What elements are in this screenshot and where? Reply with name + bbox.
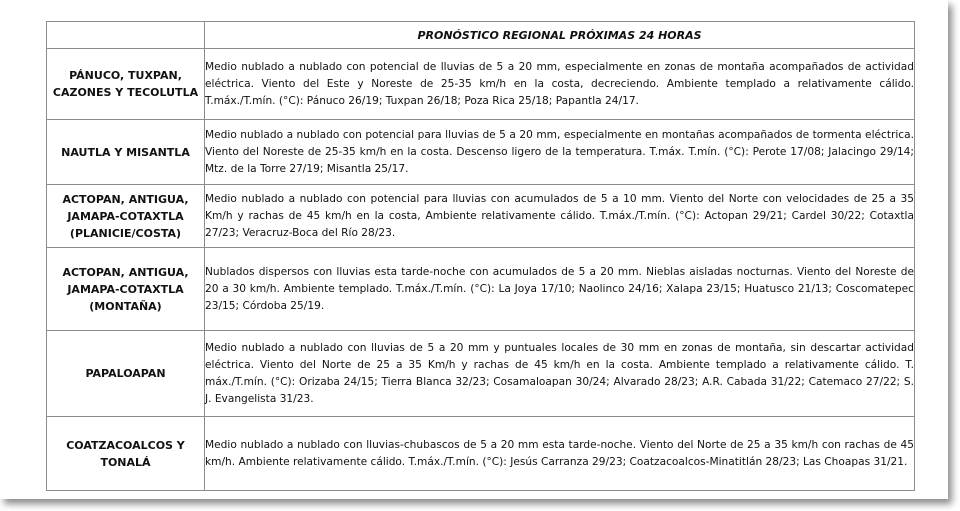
region-name: PAPALOAPAN (47, 331, 205, 417)
forecast-text: Nublados dispersos con lluvias esta tarde-noche con acumulados de 5 a 20 mm. Nieblas aisladas nocturnas. Viento del Noreste de 20 a 30 km/h. Ambiente templado. T.máx./T.mín. (°C): La Joya 17/10; Naolinco 24/16; Xalapa 23/15; Huatusco 21/13; Coscomatepec 23/15; Córdoba 25/19. (205, 248, 915, 331)
forecast-text: Medio nublado a nublado con potencial de lluvias de 5 a 20 mm, especialmente en zonas de montaña acompañados de actividad eléctrica. Viento del Este y Noreste de 25-35 km/h en la costa, decreciendo. Ambiente templado a relativamente cálido. T.máx./T.mín. (°C): Pánuco 26/19; Tuxpan 26/18; Poza Rica 25/18; Papantla 24/17. (205, 49, 915, 120)
table-header-row (47, 22, 915, 49)
table-row (47, 49, 915, 120)
region-name: PÁNUCO, TUXPAN, CAZONES Y TECOLUTLA (47, 49, 205, 120)
table-row (47, 248, 915, 331)
table-row (47, 185, 915, 248)
header-empty-cell (47, 22, 205, 49)
forecast-text: Medio nublado a nublado con potencial para lluvias con acumulados de 5 a 10 mm. Viento del Norte con velocidades de 25 a 35 Km/h y rachas de 45 km/h en la costa, Ambiente relativamente cálido. T.máx./T.mín. (°C): Actopan 29/21; Cardel 30/22; Cotaxtla 27/23; Veracruz-Boca del Río 28/23. (205, 185, 915, 248)
table-title: PRONÓSTICO REGIONAL PRÓXIMAS 24 HORAS (205, 22, 915, 49)
forecast-text: Medio nublado a nublado con lluvias de 5 a 20 mm y puntuales locales de 30 mm en zonas de montaña, sin descartar actividad eléctrica. Viento del Norte de 25 a 35 Km/h y rachas de 45 km/h en la costa. Ambiente templado a relativamente cálido. T. máx./T.mín. (°C): Orizaba 24/15; Tierra Blanca 32/23; Cosamaloapan 30/24; Alvarado 28/23; A.R. Cabada 31/22; Catemaco 27/22; S. J. Evangelista 31/23. (205, 331, 915, 417)
table-row (47, 417, 915, 491)
region-name: ACTOPAN, ANTIGUA, JAMAPA-COTAXTLA (PLANICIE/COSTA) (47, 185, 205, 248)
region-name: ACTOPAN, ANTIGUA, JAMAPA-COTAXTLA (MONTAÑA) (47, 248, 205, 331)
forecast-table (46, 21, 915, 491)
forecast-text: Medio nublado a nublado con potencial para lluvias de 5 a 20 mm, especialmente en montañas acompañados de tormenta eléctrica. Viento del Noreste de 25-35 km/h en la costa. Descenso ligero de la temperatura. T.máx. T.mín. (°C): Perote 17/08; Jalacingo 29/14; Mtz. de la Torre 27/19; Misantla 25/17. (205, 120, 915, 185)
forecast-text: Medio nublado a nublado con lluvias-chubascos de 5 a 20 mm esta tarde-noche. Viento del Norte de 25 a 35 km/h con rachas de 45 km/h. Ambiente relativamente cálido. T.máx./T.mín. (°C): Jesús Carranza 29/23; Coatzacoalcos-Minatitlán 28/23; Las Choapas 31/21. (205, 417, 915, 491)
table-row (47, 120, 915, 185)
region-name: NAUTLA Y MISANTLA (47, 120, 205, 185)
table-row (47, 331, 915, 417)
region-name: COATZACOALCOS Y TONALÁ (47, 417, 205, 491)
